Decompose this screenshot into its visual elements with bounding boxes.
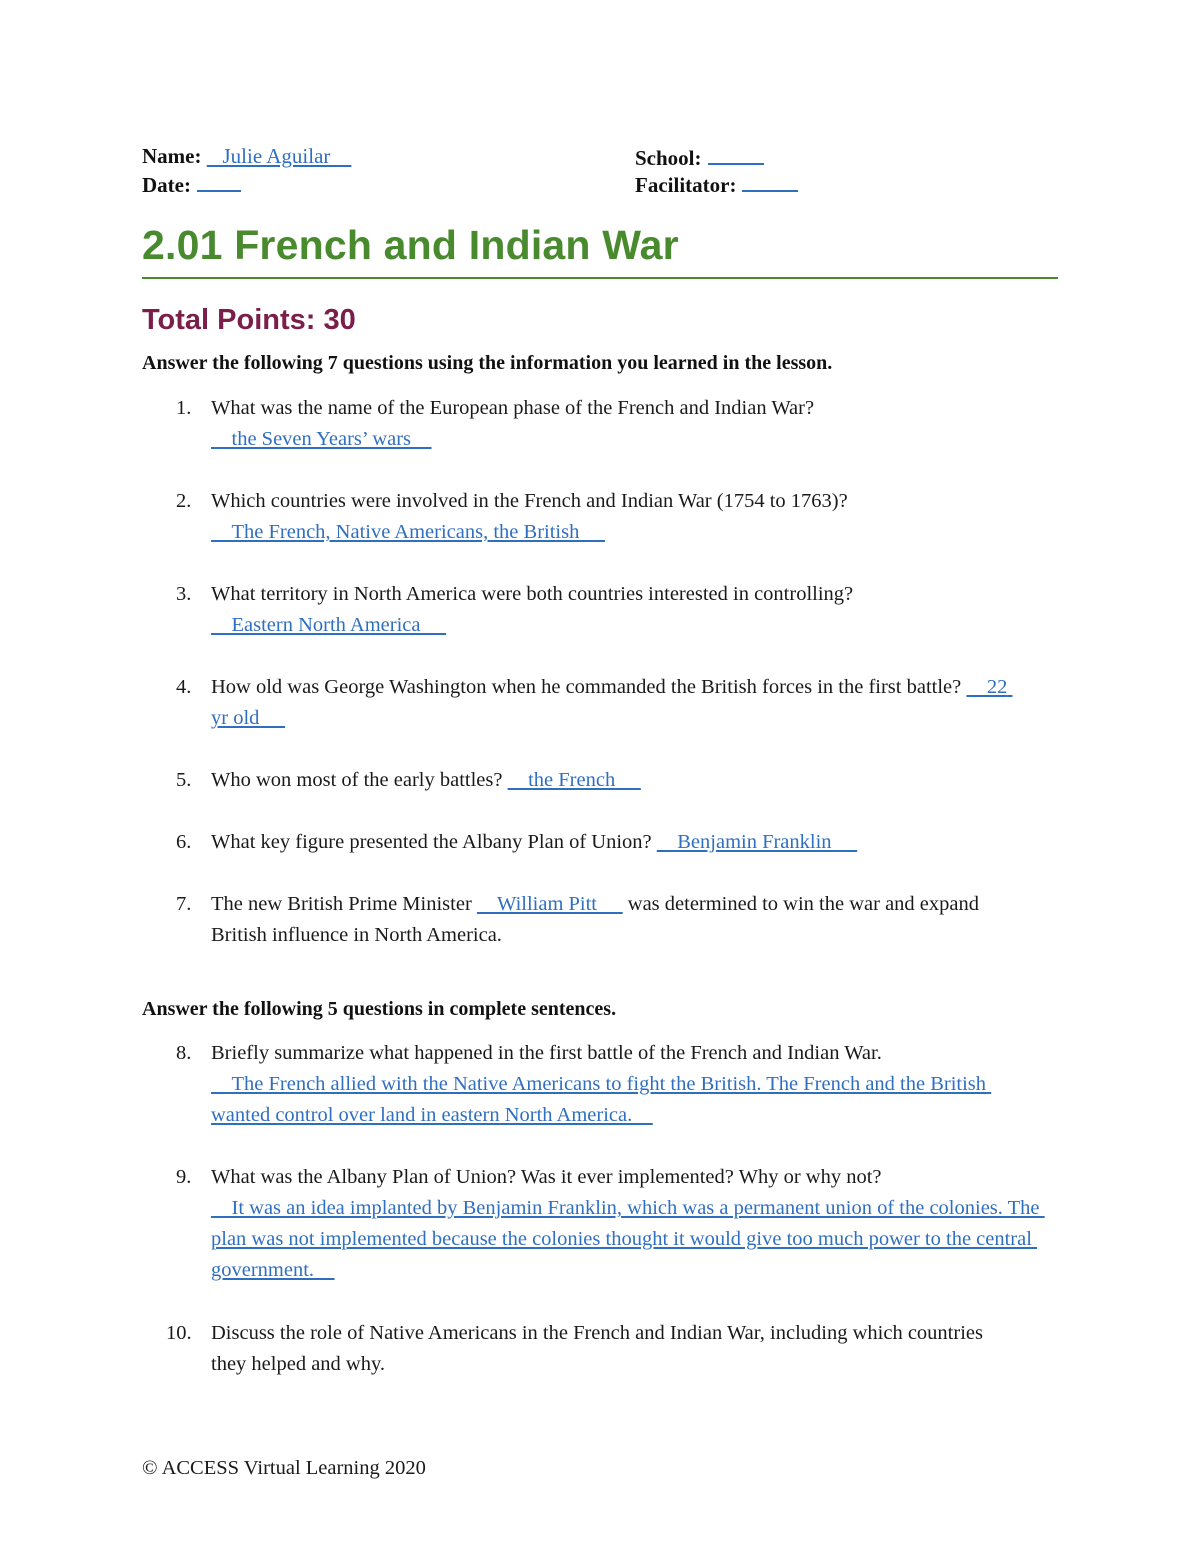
date-label: Date: [142, 173, 191, 197]
question-number: 1. [176, 397, 192, 419]
question-number: 7. [176, 893, 192, 915]
question-3 [176, 579, 1056, 641]
question-6 [176, 827, 1056, 858]
question-1 [176, 393, 1056, 455]
question-2 [176, 486, 1056, 548]
page-title: 2.01 French and Indian War [142, 222, 1058, 279]
answer-text[interactable]: The French allied with the Native Americans to fight the British. The French and the British wanted control over land in eastern North America. [211, 1073, 992, 1126]
answer-text[interactable]: the French [507, 769, 641, 791]
question-text: What key figure presented the Albany Plan of Union? [211, 831, 652, 853]
answer-text[interactable]: 22 yr old [211, 676, 1013, 729]
facilitator-label: Facilitator: [635, 173, 737, 197]
name-value[interactable]: Julie Aguilar [206, 144, 352, 168]
section2-instruction: Answer the following 5 questions in complete sentences. [142, 998, 617, 1020]
question-10 [166, 1318, 1056, 1380]
question-number: 10. [166, 1322, 192, 1344]
name-field [142, 143, 351, 170]
question-number: 3. [176, 583, 192, 605]
question-text-before: The new British Prime Minister [211, 893, 472, 915]
question-number: 5. [176, 769, 192, 791]
question-text: Briefly summarize what happened in the first battle of the French and Indian War. [211, 1042, 882, 1064]
question-4 [176, 672, 1056, 734]
question-text: How old was George Washington when he commanded the British forces in the first battle? [211, 676, 962, 698]
question-5 [176, 765, 1056, 796]
answer-text[interactable]: William Pitt [476, 893, 623, 915]
facilitator-blank[interactable] [742, 170, 798, 192]
question-text: What territory in North America were both countries interested in controlling? [211, 583, 854, 605]
school-field [635, 143, 764, 172]
name-label: Name: [142, 144, 202, 168]
question-7 [176, 889, 1056, 951]
question-text: What was the Albany Plan of Union? Was it ever implemented? Why or why not? [211, 1166, 882, 1188]
answer-text[interactable]: Eastern North America [211, 614, 447, 636]
question-8 [176, 1038, 1056, 1131]
answer-text[interactable]: Benjamin Franklin [656, 831, 858, 853]
question-number: 8. [176, 1042, 192, 1064]
total-points: Total Points: 30 [142, 304, 356, 336]
question-text: What was the name of the European phase of the French and Indian War? [211, 397, 815, 419]
question-number: 4. [176, 676, 192, 698]
question-text: Who won most of the early battles? [211, 769, 503, 791]
question-text: Which countries were involved in the French and Indian War (1754 to 1763)? [211, 490, 848, 512]
question-number: 9. [176, 1166, 192, 1188]
question-number: 6. [176, 831, 192, 853]
answer-text[interactable]: the Seven Years’ wars [211, 428, 432, 450]
facilitator-field [635, 170, 798, 199]
question-number: 2. [176, 490, 192, 512]
school-blank[interactable] [708, 143, 764, 165]
answer-text[interactable]: The French, Native Americans, the British [211, 521, 605, 543]
school-label: School: [635, 146, 702, 170]
question-9 [176, 1162, 1056, 1286]
copyright-footer: © ACCESS Virtual Learning 2020 [142, 1457, 426, 1479]
answer-text[interactable]: It was an idea implanted by Benjamin Franklin, which was a permanent union of the colonies. The plan was not implemented because the colonies thought it would give too much power to the central government. [211, 1197, 1045, 1281]
section1-instruction: Answer the following 7 questions using the information you learned in the lesson. [142, 352, 833, 374]
question-text-after: was determined to win the war and expand British influence in North America. [211, 893, 979, 946]
date-field [142, 170, 241, 199]
date-blank[interactable] [197, 170, 241, 192]
question-text: Discuss the role of Native Americans in the French and Indian War, including which countries they helped and why. [211, 1322, 983, 1375]
